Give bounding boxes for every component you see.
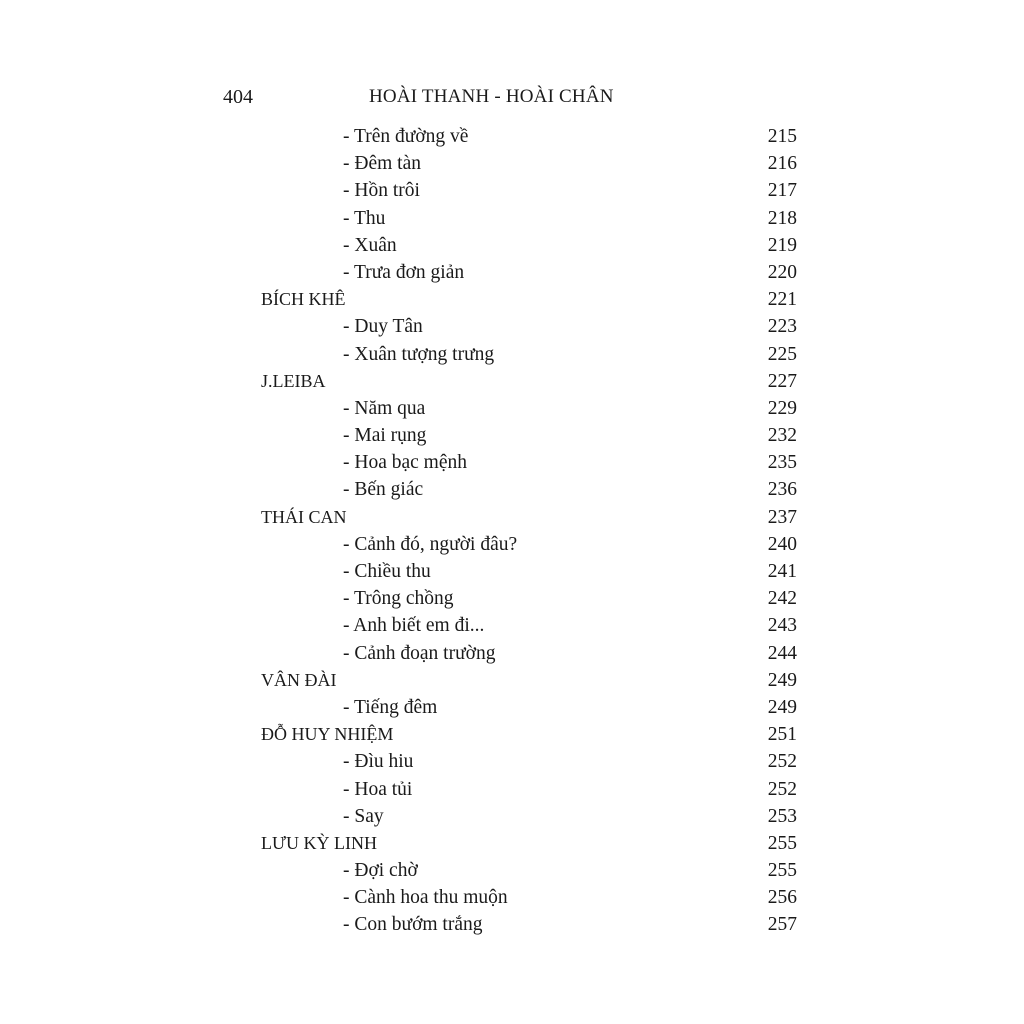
toc-entry-title: - Hoa bạc mệnh: [343, 452, 467, 474]
toc-poem-entry: [0, 123, 1024, 150]
toc-entry-title: - Trên đường về: [343, 126, 469, 147]
toc-poem-entry: [0, 776, 1024, 803]
toc-entry-title: - Anh biết em đi...: [343, 615, 485, 637]
toc-entry-title: - Cảnh đoạn trường: [343, 642, 496, 664]
toc-entry-page: 223: [767, 316, 797, 338]
toc-entry-title: - Hoa tủi: [343, 778, 413, 800]
toc-poem-entry: [0, 558, 1024, 585]
toc-author-entry: [0, 368, 1024, 395]
toc-poem-entry: [0, 748, 1024, 775]
toc-poem-entry: [0, 857, 1024, 884]
toc-entry-page: 240: [767, 533, 797, 555]
toc-entry-title: - Xuân tượng trưng: [343, 343, 495, 365]
toc-entry-title: - Say: [343, 805, 384, 827]
toc-entry-page: 255: [767, 832, 797, 854]
toc-entry-title: - Mai rụng: [343, 425, 427, 447]
toc-author-entry: [0, 830, 1024, 857]
toc-entry-page: 220: [767, 261, 797, 283]
toc-poem-entry: [0, 205, 1024, 232]
toc-entry-page: 232: [767, 425, 797, 447]
toc-poem-entry: [0, 449, 1024, 476]
toc-entry-page: 249: [767, 696, 797, 718]
toc-entry-page: 249: [767, 669, 797, 691]
toc-poem-entry: [0, 177, 1024, 204]
toc-author-entry: [0, 667, 1024, 694]
toc-author-entry: [0, 721, 1024, 748]
toc-entry-page: 229: [767, 397, 797, 419]
toc-entry-page: 252: [767, 751, 797, 773]
toc-poem-entry: [0, 395, 1024, 422]
toc-entry-title: LƯU KỲ LINH: [261, 832, 377, 853]
toc-entry-title: - Năm qua: [343, 397, 426, 419]
toc-entry-page: 227: [767, 370, 797, 392]
toc-entry-title: - Con bướm trắng: [343, 914, 483, 936]
toc-entry-page: 243: [767, 615, 797, 637]
toc-entry-page: 218: [767, 207, 797, 229]
toc-entry-title: - Tiếng đêm: [343, 696, 438, 718]
toc-entry-page: 244: [767, 642, 797, 664]
toc-entry-title: - Đìu hiu: [343, 751, 414, 773]
toc-entry-title: J.LEIBA: [261, 370, 326, 391]
toc-poem-entry: [0, 531, 1024, 558]
toc-poem-entry: [0, 803, 1024, 830]
toc-poem-entry: [0, 476, 1024, 503]
toc-entry-title: THÁI CAN: [261, 506, 347, 527]
toc-entry-page: 236: [767, 479, 797, 501]
toc-entry-title: - Đợi chờ: [343, 860, 418, 882]
toc-entry-title: - Thu: [343, 207, 386, 229]
toc-poem-entry: [0, 232, 1024, 259]
toc-entry-title: - Duy Tân: [343, 316, 423, 338]
toc-entry-page: 255: [767, 860, 797, 882]
toc-entry-page: 253: [767, 805, 797, 827]
toc-entry-page: 215: [767, 126, 797, 147]
toc-entry-page: 242: [767, 588, 797, 610]
toc-entry-title: - Đêm tàn: [343, 153, 421, 175]
toc-entry-title: - Trưa đơn giản: [343, 261, 465, 283]
toc-entry-page: 225: [767, 343, 797, 365]
toc-entry-title: - Hồn trôi: [343, 180, 420, 202]
toc-entry-page: 219: [767, 234, 797, 256]
toc-entry-page: 216: [767, 153, 797, 175]
toc-entry-page: 252: [767, 778, 797, 800]
table-of-contents: [0, 123, 1024, 939]
toc-entry-title: - Bến giác: [343, 479, 424, 501]
toc-poem-entry: [0, 640, 1024, 667]
toc-author-entry: [0, 286, 1024, 313]
toc-author-entry: [0, 504, 1024, 531]
toc-poem-entry: [0, 150, 1024, 177]
toc-poem-entry: [0, 884, 1024, 911]
toc-entry-page: 257: [767, 914, 797, 936]
running-title: HOÀI THANH - HOÀI CHÂN: [369, 86, 614, 107]
toc-entry-page: 235: [767, 452, 797, 474]
toc-entry-page: 256: [767, 887, 797, 909]
toc-entry-title: - Cành hoa thu muộn: [343, 887, 508, 909]
toc-poem-entry: [0, 612, 1024, 639]
toc-entry-title: - Cảnh đó, người đâu?: [343, 533, 518, 555]
page-number: 404: [223, 86, 253, 108]
toc-entry-title: - Trông chồng: [343, 588, 454, 610]
toc-poem-entry: [0, 694, 1024, 721]
toc-poem-entry: [0, 585, 1024, 612]
toc-poem-entry: [0, 422, 1024, 449]
toc-entry-page: 251: [767, 724, 797, 746]
toc-entry-page: 217: [767, 180, 797, 202]
toc-entry-title: - Xuân: [343, 234, 397, 256]
toc-poem-entry: [0, 911, 1024, 938]
toc-poem-entry: [0, 341, 1024, 368]
toc-entry-title: - Chiều thu: [343, 561, 431, 582]
toc-entry-page: 237: [767, 506, 797, 528]
toc-entry-page: 221: [767, 289, 797, 311]
toc-entry-title: VÂN ĐÀI: [261, 669, 337, 690]
toc-entry-page: 241: [767, 561, 797, 582]
toc-entry-title: BÍCH KHÊ: [261, 289, 346, 310]
toc-poem-entry: [0, 313, 1024, 340]
toc-entry-title: ĐỖ HUY NHIỆM: [261, 724, 394, 745]
toc-poem-entry: [0, 259, 1024, 286]
